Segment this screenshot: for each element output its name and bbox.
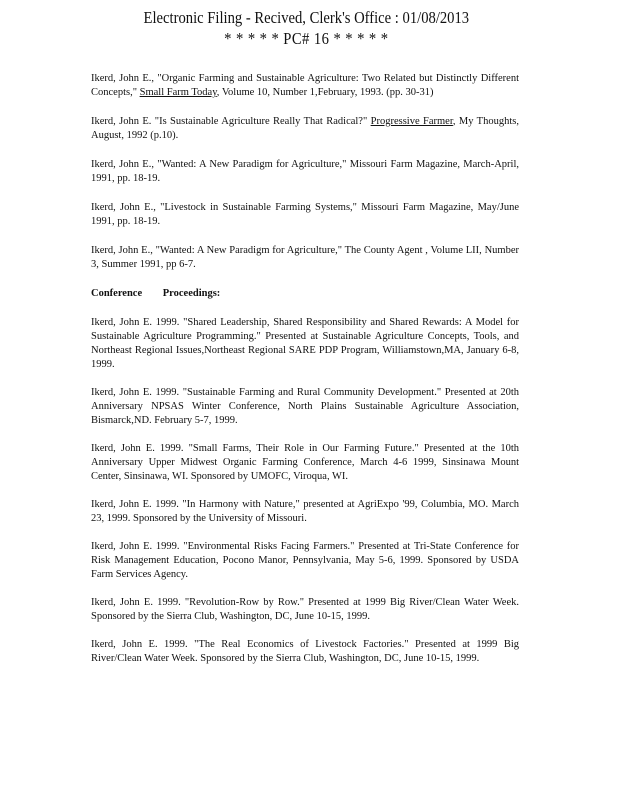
proceedings-entry: Ikerd, John E. 1999. "In Harmony with Nature," presented at AgriExpo '99, Columbia, MO. March 23, 1999. Sponsored by the University of Missouri.	[91, 499, 519, 524]
filing-stamp-line: Electronic Filing - Recived, Clerk's Office : 01/08/2013	[143, 8, 470, 27]
publication-title-underlined: Small Farm Today	[139, 87, 217, 98]
entry-text: Ikerd, John E., "Wanted: A New Paradigm for Agriculture," Missouri Farm Magazine, March-April, 1991, pp. 18-19.	[91, 159, 519, 184]
proceedings-entry: Ikerd, John E. 1999. "Revolution-Row by Row." Presented at 1999 Big River/Clean Water Week. Sponsored by the Sierra Club, Washington, DC, June 10-15, 1999.	[91, 597, 519, 622]
proceedings-entry: Ikerd, John E. 1999. "Environmental Risks Facing Farmers." Presented at Tri-State Conference for Risk Management Education, Pocono Manor, Pennsylvania, May 5-6, 1999. Sponsored by USDA Farm Services Agency.	[91, 541, 519, 580]
section-heading-conference-proceedings: Conference Proceedings:	[91, 288, 221, 299]
document-body	[91, 72, 519, 680]
publication-entry	[91, 115, 519, 143]
publication-entry	[91, 244, 519, 272]
proceedings-entry: Ikerd, John E. 1999. "The Real Economics of Livestock Factories." Presented at 1999 Big River/Clean Water Week. Sponsored by the Sierra Club, Washington, DC, June 10-15, 1999.	[91, 639, 519, 664]
entry-text: Ikerd, John E., "Wanted: A New Paradigm for Agriculture," The County Agent , Volume LII, Number 3, Summer 1991, pp 6-7.	[91, 245, 519, 270]
publication-entry	[91, 201, 519, 229]
entry-text: Ikerd, John E., "Organic Farming and Sustainable Agriculture: Two Related but Distinctly Different Concepts,"	[91, 73, 519, 98]
pc-number-line: * * * * * PC# 16 * * * * *	[224, 29, 389, 48]
proceedings-entry: Ikerd, John E. 1999. "Sustainable Farming and Rural Community Development." Presented at 20th Anniversary NPSAS Winter Conference, North Plains Sustainable Agriculture Association, Bismarck,ND. February 5-7, 1999.	[91, 387, 519, 426]
entry-text: , Volume 10, Number 1,February, 1993. (pp. 30-31)	[216, 87, 434, 98]
publication-title-underlined: Progressive Farmer	[370, 116, 453, 127]
entry-text: Ikerd, John E. "Is Sustainable Agriculture Really That Radical?"	[91, 116, 371, 127]
publication-entry	[91, 158, 519, 186]
entry-text: Ikerd, John E., "Livestock in Sustainable Farming Systems," Missouri Farm Magazine, May/June 1991, pp. 18-19.	[91, 202, 519, 227]
entry-text: , My Thoughts, August, 1992 (p.10).	[91, 116, 519, 141]
filing-header	[41, 8, 572, 49]
proceedings-entry: Ikerd, John E. 1999. "Small Farms, Their Role in Our Farming Future." Presented at the 10th Anniversary Upper Midwest Organic Farming Conference, March 4-6 1999, Sinsinawa Mount Center, Sinsinawa, WI. Sponsored by UMOFC, Viroqua, WI.	[91, 443, 519, 482]
publication-entry	[91, 72, 519, 100]
proceedings-entry: Ikerd, John E. 1999. "Shared Leadership, Shared Responsibility and Shared Rewards: A Model for Sustainable Agriculture Programming." Presented at Sustainable Agriculture Concepts, Tools, and Northeast Regional Issues,Northeast Regional SARE PDP Program, Williamstown,MA, January 6-8, 1999.	[91, 317, 519, 370]
